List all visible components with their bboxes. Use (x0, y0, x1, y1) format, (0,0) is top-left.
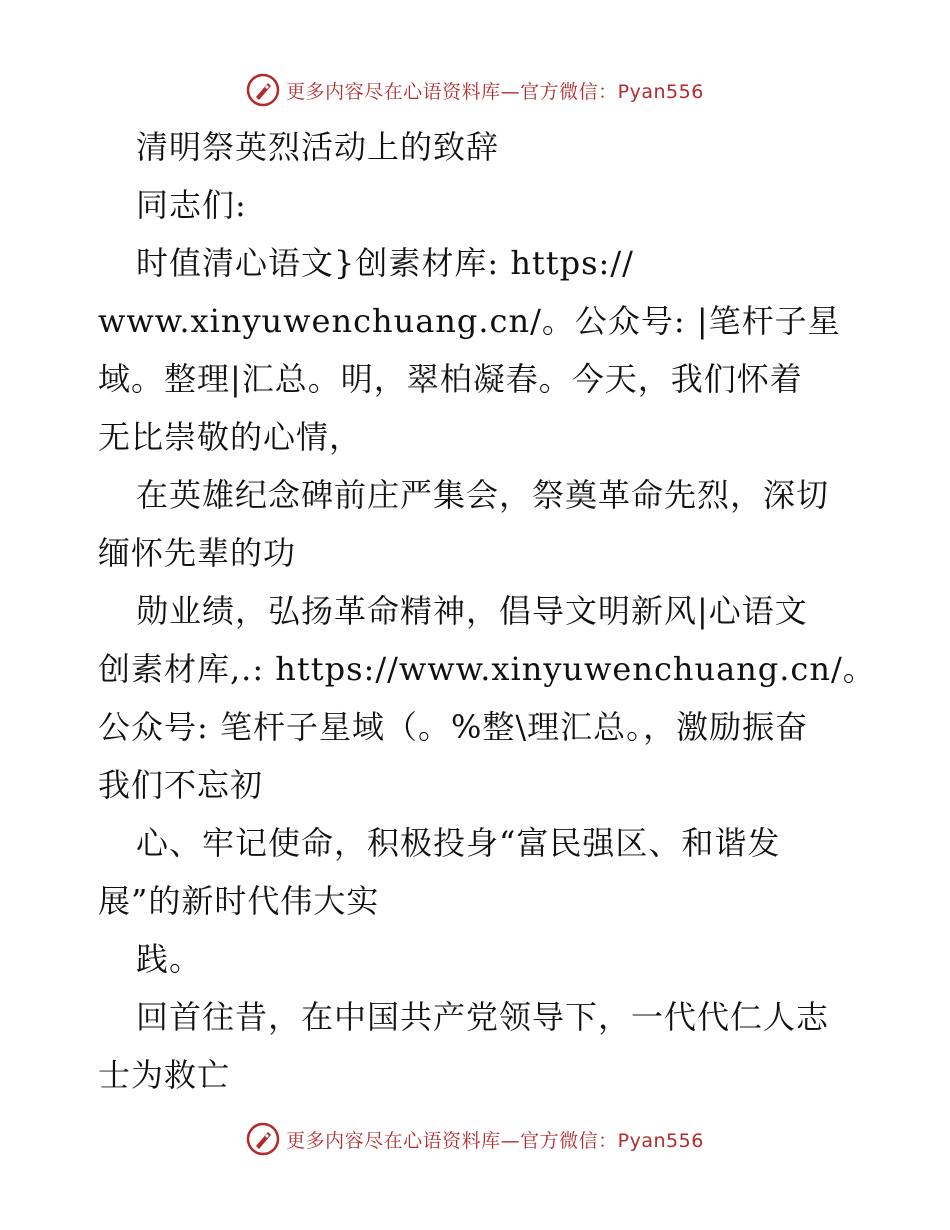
banner-text: 更多内容尽在心语资料库—官方微信：Pyan556 (286, 1129, 704, 1152)
text-line: 勋业绩，弘扬革命精神，倡导文明新风|心语文 (136, 592, 808, 630)
text-line: 士为救亡 (98, 1056, 231, 1094)
text-line: 创素材库,.: https://www.xinyuwenchuang.cn/。 (98, 650, 876, 688)
text-line: 域。整理|汇总。明，翠柏凝春。今天，我们怀着 (98, 360, 803, 398)
document-body (98, 118, 876, 1104)
header-banner (0, 70, 950, 110)
pen-nib-logo-icon (246, 73, 280, 107)
text-line: 无比崇敬的心情， (98, 418, 363, 456)
text-line: 在英雄纪念碑前庄严集会，祭奠革命先烈，深切 (136, 476, 830, 514)
text-line: 公众号: 笔杆子星域（。%整\理汇总。，激励振奋 (98, 708, 809, 746)
text-line: 清明祭英烈活动上的致辞 (136, 128, 500, 166)
text-line: 心、牢记使命，积极投身“富民强区、和谐发 (136, 824, 781, 862)
text-line: www.xinyuwenchuang.cn/。公众号: |笔杆子星 (98, 302, 841, 340)
text-line: 时值清心语文}创素材库: https:// (136, 244, 634, 282)
text-line: 回首往昔，在中国共产党领导下，一代代仁人志 (136, 998, 830, 1036)
text-line: 践。 (136, 940, 203, 978)
text-line: 同志们: (136, 186, 247, 224)
banner-text: 更多内容尽在心语资料库—官方微信：Pyan556 (286, 80, 704, 103)
text-line: 我们不忘初 (98, 766, 264, 804)
text-line: 展”的新时代伟大实 (98, 882, 380, 920)
text-line: 缅怀先辈的功 (98, 534, 297, 572)
footer-banner (0, 1119, 950, 1159)
pen-nib-logo-icon (246, 1122, 280, 1156)
